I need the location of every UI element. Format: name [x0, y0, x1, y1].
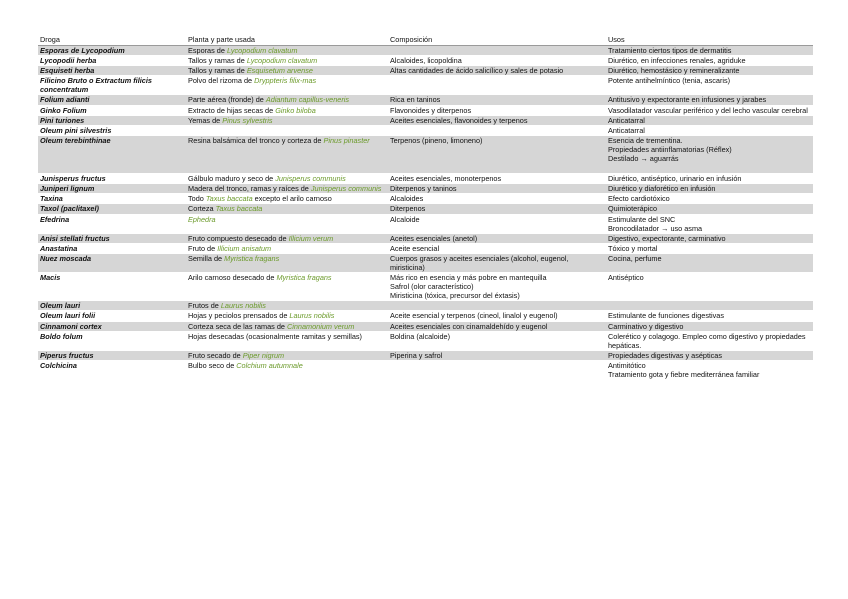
- species-name: Junisperus communis: [275, 174, 346, 184]
- cell-planta: [186, 125, 388, 135]
- cell-planta: [186, 76, 388, 95]
- cell-usos: [606, 95, 813, 105]
- cell-line: Alcaloides: [390, 194, 424, 204]
- header-planta: Planta y parte usada: [186, 35, 388, 46]
- cell-line: Diterpenos y taninos: [390, 184, 457, 194]
- cell-composicion: [388, 194, 606, 204]
- cell-planta: [186, 350, 388, 360]
- cell-planta: [186, 214, 388, 233]
- species-name: Pinus pinaster: [323, 135, 370, 145]
- cell-droga: Colchicina: [38, 360, 186, 379]
- cell-line: Rica en taninos: [390, 95, 441, 105]
- cell-line: Quimioterápico: [608, 204, 658, 214]
- species-name: Lycopodium clavatum: [246, 56, 318, 66]
- plant-part-text: Bulbo seco de: [188, 360, 237, 370]
- cell-composicion: [388, 311, 606, 321]
- cell-line: Aceite esencial y terpenos (cineol, linalol y eugenol): [390, 311, 558, 321]
- cell-line: Estimulante del SNC: [608, 214, 676, 224]
- cell-line: Más rico en esencia y más pobre en mantequilla: [390, 273, 547, 283]
- cell-line: Propiedades antiinflamatorias (Réflex): [608, 144, 732, 154]
- cell-usos: [606, 350, 813, 360]
- plant-part-text: Yemas de: [188, 115, 223, 125]
- cell-planta: [186, 46, 388, 56]
- cell-line: Diterpenos: [390, 204, 426, 214]
- plant-part-text: Todo: [188, 194, 206, 204]
- cell-planta: [186, 253, 388, 272]
- header-usos: Usos: [606, 35, 813, 46]
- cell-droga: Oleum lauri folii: [38, 311, 186, 321]
- cell-droga: Taxina: [38, 194, 186, 204]
- cell-usos: [606, 194, 813, 204]
- cell-planta: [186, 135, 388, 173]
- cell-composicion: [388, 125, 606, 135]
- cell-usos: [606, 184, 813, 194]
- cell-usos: [606, 76, 813, 95]
- cell-composicion: [388, 95, 606, 105]
- cell-droga: Oleum lauri: [38, 301, 186, 311]
- cell-droga: Folium adianti: [38, 95, 186, 105]
- cell-line: Flavonoides y diterpenos: [390, 105, 472, 115]
- plant-part-text: Parte aérea (fronde) de: [188, 95, 266, 105]
- cell-line: Digestivo, expectorante, carminativo: [608, 233, 726, 243]
- cell-planta: [186, 204, 388, 214]
- species-name: Taxus baccata: [205, 194, 253, 204]
- cell-planta: [186, 233, 388, 243]
- cell-planta: [186, 273, 388, 301]
- species-name: Adiantum capillus-veneris: [265, 95, 350, 105]
- table-row: [38, 194, 813, 204]
- cell-line: Vasodilatador vascular periférico y del lecho vascular cerebral: [608, 105, 808, 115]
- cell-line: Cocina, perfume: [608, 253, 662, 263]
- cell-planta: [186, 243, 388, 253]
- table-row: [38, 46, 813, 56]
- table-row: [38, 135, 813, 173]
- cell-planta: [186, 184, 388, 194]
- cell-planta: [186, 360, 388, 379]
- cell-usos: [606, 311, 813, 321]
- cell-droga: Taxol (paclitaxel): [38, 204, 186, 214]
- species-name: Pinus sylvestris: [222, 115, 273, 125]
- cell-line: Diurético, hemostásico y remineralizante: [608, 66, 740, 76]
- cell-line: Tratamiento ciertos tipos de dermatitis: [608, 46, 732, 55]
- cell-composicion: [388, 76, 606, 95]
- table-row: [38, 350, 813, 360]
- cell-usos: [606, 204, 813, 214]
- cell-line: Diurético, en infecciones renales, agriduke: [608, 56, 746, 66]
- plant-part-text: Extracto de hijas secas de: [188, 105, 276, 115]
- cell-usos: [606, 301, 813, 311]
- cell-droga: Juniperi lignum: [38, 184, 186, 194]
- cell-composicion: [388, 204, 606, 214]
- species-name: Cinnamonium verum: [286, 321, 355, 331]
- cell-usos: [606, 360, 813, 379]
- plant-part-text: Fruto compuesto desecado de: [188, 233, 289, 243]
- cell-line: Boldina (alcaloide): [390, 331, 451, 341]
- species-name: Ginko biloba: [275, 105, 316, 115]
- cell-planta: [186, 331, 388, 350]
- cell-usos: [606, 125, 813, 135]
- cell-line: Carminativo y digestivo: [608, 321, 684, 331]
- cell-composicion: [388, 273, 606, 301]
- cell-line: Aceite esencial: [390, 243, 440, 253]
- cell-droga: Anisi stellati fructus: [38, 233, 186, 243]
- plant-part-text: excepto el arilo carnoso: [252, 194, 332, 204]
- cell-line: Efecto cardiotóxico: [608, 194, 670, 204]
- cell-line: Esencia de trementina.: [608, 135, 683, 145]
- table-row: [38, 331, 813, 350]
- plant-part-text: Semilla de: [188, 253, 225, 263]
- cell-line: Antimitótico: [608, 360, 646, 370]
- cell-composicion: [388, 243, 606, 253]
- cell-line: Aceites esenciales, flavonoides y terpenos: [390, 115, 528, 125]
- cell-droga: Nuez moscada: [38, 253, 186, 272]
- cell-planta: [186, 311, 388, 321]
- species-name: Myristica fragans: [224, 253, 280, 263]
- cell-usos: [606, 243, 813, 253]
- cell-droga: Piperus fructus: [38, 350, 186, 360]
- cell-droga: Lycopodii herba: [38, 56, 186, 66]
- cell-droga: Oleum pini silvestris: [38, 125, 186, 135]
- cell-line: Miristicina (tóxica, precursor del éxtasis): [390, 291, 520, 301]
- species-name: Colchium autumnale: [236, 360, 303, 370]
- cell-composicion: [388, 46, 606, 56]
- table-row: [38, 243, 813, 253]
- plant-part-text: Corteza seca de las ramas de: [188, 321, 287, 331]
- cell-droga: Cinnamoni cortex: [38, 321, 186, 331]
- plant-part-text: Corteza: [188, 204, 216, 214]
- plant-part-text: Resina balsámica del tronco y corteza de: [188, 135, 324, 145]
- table-row: [38, 233, 813, 243]
- species-name: Lycopodium clavatum: [226, 46, 298, 55]
- table-row: [38, 66, 813, 76]
- cell-line: Alcaloide: [390, 214, 420, 224]
- plant-part-text: Tallos y ramas de: [188, 66, 247, 76]
- cell-planta: [186, 56, 388, 66]
- cell-line: Diurético y diaforético en infusión: [608, 184, 716, 194]
- cell-composicion: [388, 301, 606, 311]
- cell-usos: [606, 331, 813, 350]
- cell-planta: [186, 301, 388, 311]
- herbal-drugs-table: [38, 35, 813, 380]
- cell-line: Colerético y colagogo. Empleo como digestivo y propiedades hepáticas.: [608, 331, 806, 350]
- table-row: [38, 115, 813, 125]
- cell-composicion: [388, 105, 606, 115]
- cell-composicion: [388, 350, 606, 360]
- cell-droga: Boldo folum: [38, 331, 186, 350]
- cell-composicion: [388, 115, 606, 125]
- cell-line: Potente antihelmíntico (tenia, ascaris): [608, 76, 731, 86]
- cell-usos: [606, 273, 813, 301]
- cell-droga: Pini turiones: [38, 115, 186, 125]
- species-name: Illicium verum: [288, 233, 334, 243]
- cell-composicion: [388, 174, 606, 184]
- cell-line: Altas cantidades de ácido salicílico y sales de potasio: [390, 66, 564, 76]
- table-row: [38, 273, 813, 301]
- plant-part-text: Frutos de: [188, 301, 221, 311]
- cell-usos: [606, 321, 813, 331]
- cell-line: Diurético, antiséptico, urinario en infusión: [608, 174, 742, 184]
- header-droga: Droga: [38, 35, 186, 46]
- plant-part-text: Madera del tronco, ramas y raíces de: [188, 184, 311, 194]
- cell-usos: [606, 214, 813, 233]
- table-row: [38, 214, 813, 233]
- cell-usos: [606, 174, 813, 184]
- cell-line: Aceites esenciales, monoterpenos: [390, 174, 502, 184]
- cell-composicion: [388, 253, 606, 272]
- table-body: [38, 46, 813, 380]
- cell-composicion: [388, 66, 606, 76]
- cell-composicion: [388, 56, 606, 66]
- table-row: [38, 311, 813, 321]
- table-row: [38, 253, 813, 272]
- plant-part-text: Hojas y peciolos prensados de: [188, 311, 290, 321]
- cell-droga: Efedrina: [38, 214, 186, 233]
- cell-line: Propiedades digestivas y asépticas: [608, 350, 722, 360]
- species-name: Ephedra: [188, 214, 216, 224]
- cell-line: Alcaloides, licopoldina: [390, 56, 462, 66]
- plant-part-text: Fruto de: [188, 243, 218, 253]
- plant-part-text: Hojas desecadas (ocasionalmente ramitas y semillas): [188, 331, 362, 341]
- species-name: Dryppteris filix-mas: [254, 76, 317, 86]
- cell-droga: Esporas de Lycopodium: [38, 46, 186, 56]
- cell-usos: [606, 233, 813, 243]
- cell-composicion: [388, 321, 606, 331]
- species-name: Myristica fragans: [276, 273, 332, 283]
- cell-usos: [606, 105, 813, 115]
- cell-line: Aceites esenciales con cinamaldehído y eugenol: [390, 321, 548, 331]
- cell-line: Terpenos (pineno, limoneno): [390, 135, 483, 145]
- cell-composicion: [388, 233, 606, 243]
- table-row: [38, 125, 813, 135]
- table-row: [38, 184, 813, 194]
- cell-line: Antitusivo y expectorante en infusiones y jarabes: [608, 95, 767, 105]
- cell-droga: Esquiseti herba: [38, 66, 186, 76]
- cell-line: Cuerpos grasos y aceites esenciales (alcohol, eugenol, miristicina): [390, 253, 569, 272]
- table-row: [38, 174, 813, 184]
- table-row: [38, 204, 813, 214]
- table-row: [38, 301, 813, 311]
- cell-composicion: [388, 184, 606, 194]
- plant-part-text: Esporas de: [188, 46, 227, 55]
- plant-part-text: Fruto secado de: [188, 350, 243, 360]
- cell-planta: [186, 174, 388, 184]
- species-name: Junisperus communis: [310, 184, 382, 194]
- table-row: [38, 76, 813, 95]
- cell-usos: [606, 253, 813, 272]
- species-name: Piper nigrum: [242, 350, 285, 360]
- cell-droga: Oleum terebinthinae: [38, 135, 186, 173]
- cell-line: Destilado → aguarrás: [608, 154, 679, 164]
- cell-line: Anticatarral: [608, 125, 645, 135]
- cell-line: Broncodilatador → uso asma: [608, 223, 703, 233]
- table-row: [38, 95, 813, 105]
- cell-line: Aceites esenciales (anetol): [390, 233, 478, 243]
- cell-droga: Filicino Bruto o Extractum filicis concentratum: [38, 76, 186, 95]
- cell-line: Antiséptico: [608, 273, 644, 283]
- cell-composicion: [388, 360, 606, 379]
- cell-droga: Ginko Folium: [38, 105, 186, 115]
- cell-droga: Junisperus fructus: [38, 174, 186, 184]
- header-composicion: Composición: [388, 35, 606, 46]
- cell-composicion: [388, 214, 606, 233]
- cell-line: Safrol (olor característico): [390, 282, 474, 292]
- species-name: Taxus baccata: [215, 204, 263, 214]
- plant-part-text: Tallos y ramas de: [188, 56, 247, 66]
- cell-droga: Anastatina: [38, 243, 186, 253]
- species-name: Esquisetum arvense: [246, 66, 313, 76]
- cell-line: Piperina y safrol: [390, 350, 443, 360]
- cell-usos: [606, 66, 813, 76]
- species-name: Laurus nobilis: [289, 311, 335, 321]
- cell-usos: [606, 56, 813, 66]
- plant-part-text: Arilo carnoso desecado de: [188, 273, 277, 283]
- cell-planta: [186, 66, 388, 76]
- cell-droga: Macis: [38, 273, 186, 301]
- table-header-row: [38, 35, 813, 46]
- cell-line: Tratamiento gota y fiebre mediterránea familiar: [608, 370, 760, 379]
- table-row: [38, 56, 813, 66]
- cell-planta: [186, 321, 388, 331]
- cell-usos: [606, 135, 813, 173]
- cell-composicion: [388, 135, 606, 173]
- cell-usos: [606, 46, 813, 56]
- species-name: Laurus nobilis: [220, 301, 266, 311]
- table-row: [38, 105, 813, 115]
- species-name: Illicium anisatum: [217, 243, 272, 253]
- cell-composicion: [388, 331, 606, 350]
- table-row: [38, 360, 813, 379]
- cell-line: Tóxico y mortal: [608, 243, 658, 253]
- cell-usos: [606, 115, 813, 125]
- table-row: [38, 321, 813, 331]
- cell-planta: [186, 115, 388, 125]
- cell-planta: [186, 105, 388, 115]
- plant-part-text: Gálbulo maduro y seco de: [188, 174, 276, 184]
- cell-planta: [186, 95, 388, 105]
- cell-line: Estimulante de funciones digestivas: [608, 311, 725, 321]
- plant-part-text: Polvo del rizoma de: [188, 76, 255, 86]
- cell-planta: [186, 194, 388, 204]
- cell-line: Anticatarral: [608, 115, 645, 125]
